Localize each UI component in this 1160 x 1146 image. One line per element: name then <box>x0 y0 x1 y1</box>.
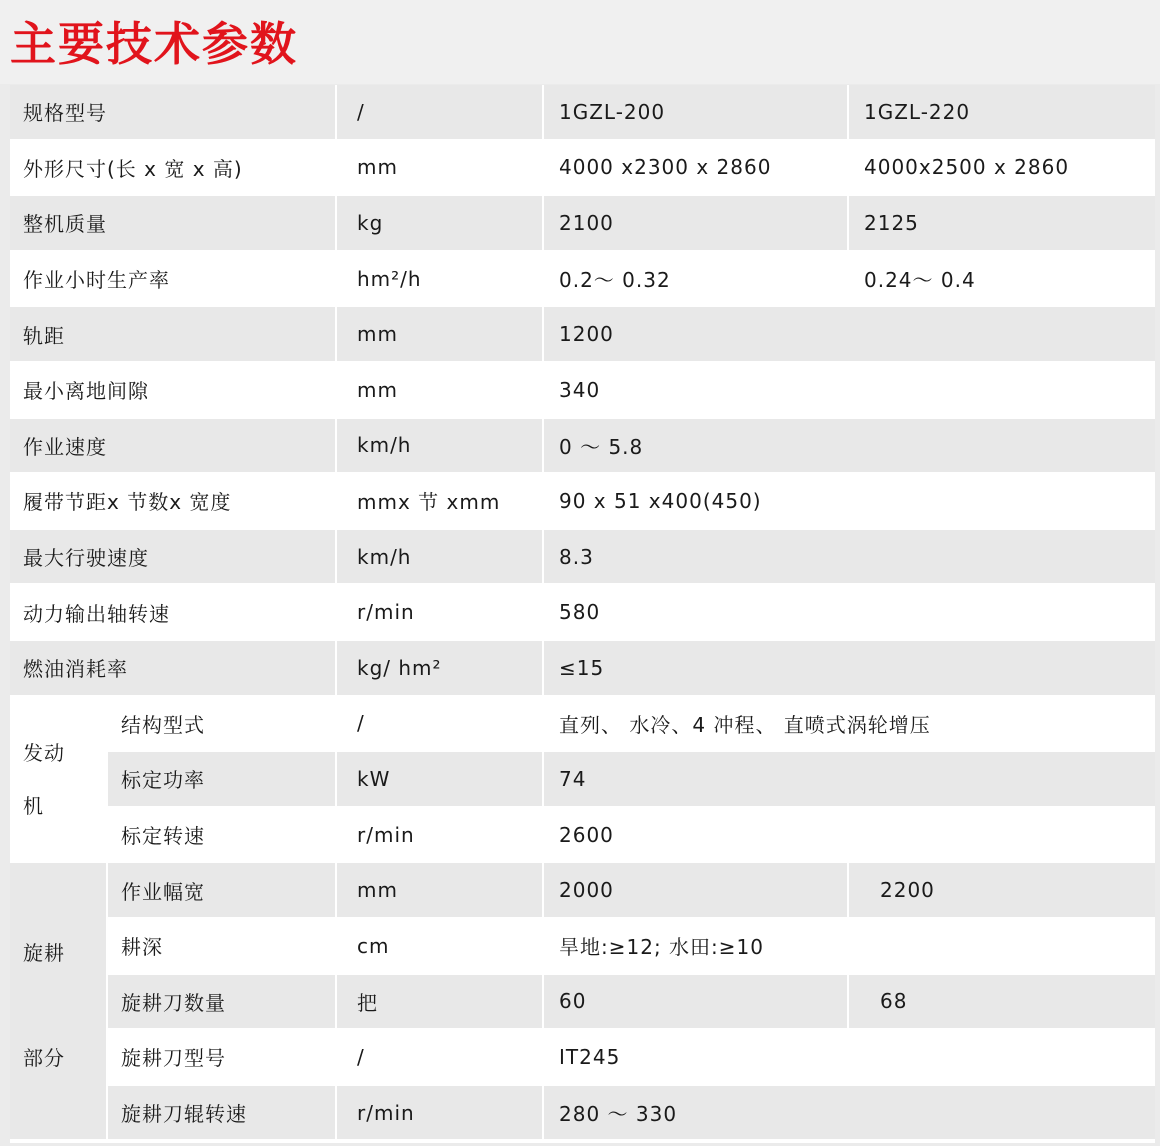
row-unit <box>337 752 542 806</box>
row-unit <box>337 419 542 473</box>
row-unit-text: mm <box>357 322 398 347</box>
row-label-text: 最大行驶速度 <box>23 546 149 571</box>
row-value-1 <box>544 85 847 139</box>
row-unit <box>337 641 542 695</box>
row-label <box>108 975 335 1029</box>
row-value-2 <box>849 252 1155 306</box>
row-unit <box>337 697 542 751</box>
row-value <box>544 585 1155 639</box>
row-value-1-text: 4000 x2300 x 2860 <box>559 155 772 180</box>
row-value-2 <box>849 196 1155 250</box>
row-value <box>544 752 1155 806</box>
row-unit-text: r/min <box>357 822 415 847</box>
row-value-text: 74 <box>559 766 587 791</box>
row-label <box>10 85 335 139</box>
row-unit-text: 把 <box>357 990 378 1015</box>
row-value-1 <box>544 975 847 1029</box>
row-unit-text: mm <box>357 155 398 180</box>
row-value-text: 直列、 水冷、4 冲程、 直喷式涡轮增压 <box>559 712 931 737</box>
row-unit-text: cm <box>357 933 390 958</box>
row-label-text: 最小离地间隙 <box>23 379 149 404</box>
row-label-text: 外形尺寸(长 x 宽 x 高) <box>23 156 243 181</box>
row-unit-text: mm <box>357 878 398 903</box>
row-unit <box>337 307 542 361</box>
row-value-1-text: 2000 <box>559 878 614 903</box>
row-value-text: 8.3 <box>559 544 594 569</box>
row-unit <box>337 363 542 417</box>
row-value-2-text: 2125 <box>864 210 919 235</box>
row-label-text: 作业幅宽 <box>121 879 205 904</box>
row-label <box>10 419 335 473</box>
row-value <box>544 919 1155 973</box>
row-value <box>544 808 1155 862</box>
row-value-text: 90 x 51 x400(450) <box>559 488 762 513</box>
row-value-2-text: 0.24～ 0.4 <box>864 268 976 293</box>
row-unit <box>337 252 542 306</box>
row-value-text: 0 ～ 5.8 <box>559 434 644 459</box>
row-value-1-text: 0.2～ 0.32 <box>559 268 671 293</box>
row-value-2 <box>849 141 1155 195</box>
row-unit <box>337 141 542 195</box>
row-label-text: 标定功率 <box>121 768 205 793</box>
row-value-1-text: 1GZL-200 <box>559 99 666 124</box>
row-unit <box>337 196 542 250</box>
row-unit <box>337 585 542 639</box>
row-label <box>108 697 335 751</box>
row-unit-text: kW <box>357 766 391 791</box>
row-label-text: 旋耕刀数量 <box>121 990 226 1015</box>
row-label-text: 作业小时生产率 <box>23 268 170 293</box>
row-label <box>10 641 335 695</box>
row-value <box>544 474 1155 528</box>
row-value-text: 2600 <box>559 822 614 847</box>
row-value-1-text: 2100 <box>559 210 614 235</box>
row-label <box>10 307 335 361</box>
row-label-text: 耕深 <box>121 935 163 960</box>
row-value <box>544 1030 1155 1084</box>
row-label-text: 轨距 <box>23 323 65 348</box>
row-value-2-text: 2200 <box>880 878 935 903</box>
row-value-text: 340 <box>559 377 601 402</box>
row-label <box>108 919 335 973</box>
row-value-text: 旱地:≥12; 水田:≥10 <box>559 935 764 960</box>
row-label <box>108 1030 335 1084</box>
row-unit <box>337 1086 542 1140</box>
row-unit-text: km/h <box>357 433 412 458</box>
row-value-text: 280 ～ 330 <box>559 1102 678 1127</box>
row-value <box>544 363 1155 417</box>
row-unit-text: kg <box>357 210 384 235</box>
row-label-text: 作业速度 <box>23 434 107 459</box>
group-label <box>10 697 106 862</box>
row-label-text: 规格型号 <box>23 101 107 126</box>
row-label <box>10 474 335 528</box>
row-value-2 <box>849 863 1155 917</box>
row-value-1 <box>544 252 847 306</box>
row-label <box>10 252 335 306</box>
row-value-1-text: 60 <box>559 989 587 1014</box>
row-unit <box>337 85 542 139</box>
row-value-text: ≤15 <box>559 655 605 680</box>
row-unit-text: km/h <box>357 544 412 569</box>
row-value <box>544 641 1155 695</box>
row-label <box>10 141 335 195</box>
row-value <box>544 697 1155 751</box>
row-value-1 <box>544 196 847 250</box>
row-label-text: 标定转速 <box>121 824 205 849</box>
row-label-text: 旋耕刀型号 <box>121 1046 226 1071</box>
row-unit-text: mm <box>357 377 398 402</box>
row-label-text: 燃油消耗率 <box>23 657 128 682</box>
group-label-line1: 旋耕 <box>23 940 65 965</box>
row-label <box>108 752 335 806</box>
title-bar <box>0 0 1160 84</box>
row-label-text: 动力输出轴转速 <box>23 601 170 626</box>
row-unit <box>337 863 542 917</box>
row-label-text: 旋耕刀辊转速 <box>121 1102 247 1127</box>
row-value-2-text: 1GZL-220 <box>864 99 971 124</box>
row-value-2-text: 4000x2500 x 2860 <box>864 155 1070 180</box>
group-label-line2: 部分 <box>23 1045 65 1070</box>
row-value-text: IT245 <box>559 1044 621 1069</box>
row-value-1 <box>544 863 847 917</box>
row-unit-text: r/min <box>357 1100 415 1125</box>
row-value-1 <box>544 141 847 195</box>
row-value <box>544 419 1155 473</box>
row-unit <box>337 1030 542 1084</box>
row-unit <box>337 919 542 973</box>
row-unit <box>337 530 542 584</box>
row-unit-text: / <box>357 99 365 124</box>
row-value-text: 580 <box>559 600 601 625</box>
row-unit <box>337 474 542 528</box>
row-label <box>10 363 335 417</box>
spec-table <box>10 85 1155 1143</box>
row-value <box>544 530 1155 584</box>
row-unit-text: kg/ hm² <box>357 655 442 680</box>
row-value-2 <box>849 975 1155 1029</box>
row-unit <box>337 808 542 862</box>
row-value <box>544 1086 1155 1140</box>
group-label-line2: 机 <box>23 794 44 819</box>
row-value-2-text: 68 <box>880 989 908 1014</box>
group-label-line1: 发动 <box>23 741 65 766</box>
row-unit <box>337 975 542 1029</box>
row-label-text: 履带节距x 节数x 宽度 <box>23 490 232 515</box>
row-label <box>10 530 335 584</box>
row-label <box>108 863 335 917</box>
row-value <box>544 307 1155 361</box>
row-unit-text: hm²/h <box>357 266 422 291</box>
row-unit-text: / <box>357 1044 365 1069</box>
page-title: 主要技术参数 <box>10 17 298 71</box>
row-label-text: 结构型式 <box>121 712 205 737</box>
row-label <box>10 585 335 639</box>
row-unit-text: mmx 节 xmm <box>357 490 501 515</box>
row-value-2 <box>849 85 1155 139</box>
row-label <box>10 196 335 250</box>
row-unit-text: r/min <box>357 600 415 625</box>
row-label <box>108 808 335 862</box>
row-label-text: 整机质量 <box>23 212 107 237</box>
group-label <box>10 863 106 1139</box>
row-value-text: 1200 <box>559 322 614 347</box>
row-label <box>108 1086 335 1140</box>
row-unit-text: / <box>357 711 365 736</box>
